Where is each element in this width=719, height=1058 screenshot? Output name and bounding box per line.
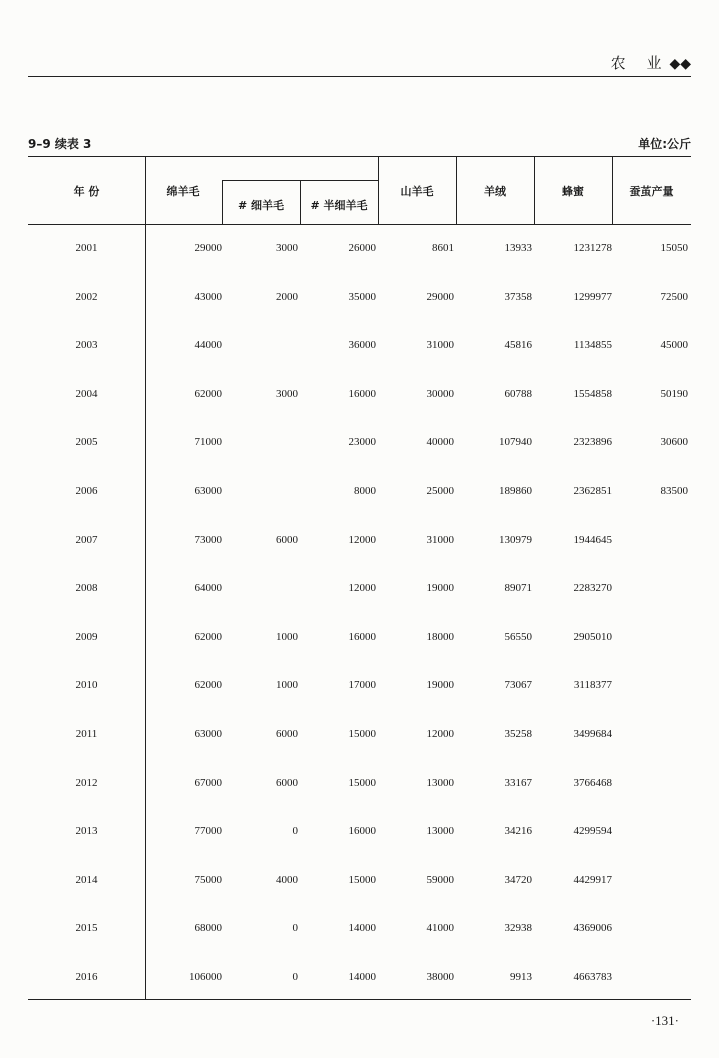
- row-year: 2004: [75, 388, 98, 400]
- cell-goat: 31000: [426, 534, 454, 546]
- cell-cashmere: 45816: [504, 339, 532, 351]
- cell-cashmere: 13933: [504, 242, 532, 254]
- subheader-rule: [222, 180, 378, 181]
- header-rule: [28, 76, 691, 77]
- cell-goat: 30000: [426, 388, 454, 400]
- cell-goat: 31000: [426, 339, 454, 351]
- cell-cashmere: 189860: [499, 485, 532, 497]
- cell-semi: 23000: [348, 436, 376, 448]
- cell-fine: 4000: [276, 874, 298, 886]
- cell-cocoon: 72500: [660, 291, 688, 303]
- cell-semi: 15000: [348, 874, 376, 886]
- row-year: 2010: [75, 679, 98, 691]
- cell-fine: 2000: [276, 291, 298, 303]
- cell-cashmere: 73067: [504, 679, 532, 691]
- cell-sheep-wool: 64000: [194, 582, 222, 594]
- row-year: 2002: [75, 291, 98, 303]
- cell-fine: 0: [292, 971, 298, 983]
- cell-cashmere: 56550: [504, 631, 532, 643]
- cell-semi: 8000: [354, 485, 376, 497]
- table-label: 9–9 续表 3: [28, 137, 92, 151]
- cell-sheep-wool: 68000: [194, 922, 222, 934]
- table-bottom-rule: [28, 999, 691, 1000]
- cell-fine: 1000: [276, 679, 298, 691]
- cell-honey: 3499684: [573, 728, 612, 740]
- cell-honey: 1134855: [573, 339, 612, 351]
- cell-honey: 4663783: [573, 971, 612, 983]
- row-year: 2008: [75, 582, 98, 594]
- cell-cashmere: 33167: [504, 777, 532, 789]
- col-header-sheep-wool: 绵羊毛: [166, 185, 200, 198]
- cell-semi: 14000: [348, 971, 376, 983]
- cell-semi: 35000: [348, 291, 376, 303]
- cell-sheep-wool: 67000: [194, 777, 222, 789]
- row-year: 2006: [75, 485, 98, 497]
- cell-sheep-wool: 106000: [189, 971, 222, 983]
- row-year: 2003: [75, 339, 98, 351]
- cell-fine: 0: [292, 922, 298, 934]
- header-bottom-rule: [28, 224, 691, 225]
- cell-cashmere: 60788: [504, 388, 532, 400]
- cell-semi: 14000: [348, 922, 376, 934]
- cell-cocoon: 83500: [660, 485, 688, 497]
- cell-sheep-wool: 43000: [194, 291, 222, 303]
- cell-sheep-wool: 62000: [194, 388, 222, 400]
- cell-goat: 8601: [432, 242, 454, 254]
- cell-goat: 38000: [426, 971, 454, 983]
- cell-semi: 26000: [348, 242, 376, 254]
- stub-divider: [145, 156, 146, 999]
- cell-cocoon: 15050: [660, 242, 688, 254]
- unit-label: 单位:公斤: [638, 137, 691, 151]
- row-year: 2015: [75, 922, 98, 934]
- cell-goat: 59000: [426, 874, 454, 886]
- cell-goat: 40000: [426, 436, 454, 448]
- cell-cashmere: 34720: [504, 874, 532, 886]
- cell-sheep-wool: 75000: [194, 874, 222, 886]
- cell-honey: 4299594: [573, 825, 612, 837]
- page-header: [611, 52, 691, 73]
- cell-goat: 19000: [426, 582, 454, 594]
- cell-cashmere: 32938: [504, 922, 532, 934]
- cell-goat: 13000: [426, 777, 454, 789]
- cell-fine: 6000: [276, 534, 298, 546]
- cell-cocoon: 30600: [660, 436, 688, 448]
- row-year: 2014: [75, 874, 98, 886]
- cell-sheep-wool: 71000: [194, 436, 222, 448]
- cell-semi: 16000: [348, 388, 376, 400]
- cell-honey: 2362851: [573, 485, 612, 497]
- cell-cashmere: 37358: [504, 291, 532, 303]
- cell-semi: 36000: [348, 339, 376, 351]
- cell-goat: 18000: [426, 631, 454, 643]
- col-header-cocoon: 蚕茧产量: [629, 185, 674, 198]
- col-header-fine-wool: # 细羊毛: [237, 199, 285, 212]
- cell-semi: 12000: [348, 582, 376, 594]
- row-year: 2007: [75, 534, 98, 546]
- cell-cashmere: 9913: [510, 971, 532, 983]
- col-header-goat-hair: 山羊毛: [400, 185, 434, 198]
- cell-semi: 15000: [348, 777, 376, 789]
- cell-honey: 3766468: [573, 777, 612, 789]
- cell-sheep-wool: 62000: [194, 631, 222, 643]
- cell-sheep-wool: 29000: [194, 242, 222, 254]
- cell-sheep-wool: 63000: [194, 728, 222, 740]
- cell-honey: 1944645: [573, 534, 612, 546]
- cell-goat: 19000: [426, 679, 454, 691]
- row-year: 2005: [75, 436, 98, 448]
- cell-honey: 1554858: [573, 388, 612, 400]
- cell-honey: 1231278: [573, 242, 612, 254]
- cell-sheep-wool: 44000: [194, 339, 222, 351]
- cell-sheep-wool: 77000: [194, 825, 222, 837]
- cell-honey: 2905010: [573, 631, 612, 643]
- cell-fine: 6000: [276, 728, 298, 740]
- cell-goat: 13000: [426, 825, 454, 837]
- cell-sheep-wool: 63000: [194, 485, 222, 497]
- row-year: 2013: [75, 825, 98, 837]
- cell-cashmere: 34216: [504, 825, 532, 837]
- cell-honey: 4429917: [573, 874, 612, 886]
- cell-fine: 3000: [276, 388, 298, 400]
- cell-cocoon: 45000: [660, 339, 688, 351]
- col-header-semi-fine-wool: # 半细羊毛: [310, 199, 368, 212]
- col-header-cashmere: 羊绒: [484, 185, 506, 198]
- cell-cashmere: 107940: [499, 436, 532, 448]
- cell-goat: 12000: [426, 728, 454, 740]
- cell-semi: 15000: [348, 728, 376, 740]
- section-title: 农 业: [610, 54, 670, 72]
- cell-semi: 16000: [348, 825, 376, 837]
- cell-semi: 17000: [348, 679, 376, 691]
- diamond-ornament-icon: ◆◆: [669, 56, 691, 72]
- row-year: 2001: [75, 242, 98, 254]
- cell-honey: 3118377: [573, 679, 612, 691]
- cell-fine: 6000: [276, 777, 298, 789]
- cell-fine: 3000: [276, 242, 298, 254]
- cell-cashmere: 89071: [504, 582, 532, 594]
- col-header-year: 年 份: [73, 185, 100, 198]
- cell-honey: 2283270: [573, 582, 612, 594]
- cell-goat: 41000: [426, 922, 454, 934]
- cell-sheep-wool: 62000: [194, 679, 222, 691]
- cell-goat: 25000: [426, 485, 454, 497]
- cell-honey: 2323896: [573, 436, 612, 448]
- cell-goat: 29000: [426, 291, 454, 303]
- cell-sheep-wool: 73000: [194, 534, 222, 546]
- row-year: 2011: [75, 728, 98, 740]
- row-year: 2009: [75, 631, 98, 643]
- col-header-honey: 蜂蜜: [562, 185, 584, 198]
- row-year: 2012: [75, 777, 98, 789]
- cell-cocoon: 50190: [660, 388, 688, 400]
- cell-honey: 1299977: [573, 291, 612, 303]
- page-number: ·131·: [650, 1013, 679, 1028]
- cell-honey: 4369006: [573, 922, 612, 934]
- cell-semi: 16000: [348, 631, 376, 643]
- cell-fine: 1000: [276, 631, 298, 643]
- cell-cashmere: 130979: [499, 534, 532, 546]
- table-top-rule: [28, 156, 691, 157]
- cell-cashmere: 35258: [504, 728, 532, 740]
- row-year: 2016: [75, 971, 98, 983]
- cell-fine: 0: [292, 825, 298, 837]
- cell-semi: 12000: [348, 534, 376, 546]
